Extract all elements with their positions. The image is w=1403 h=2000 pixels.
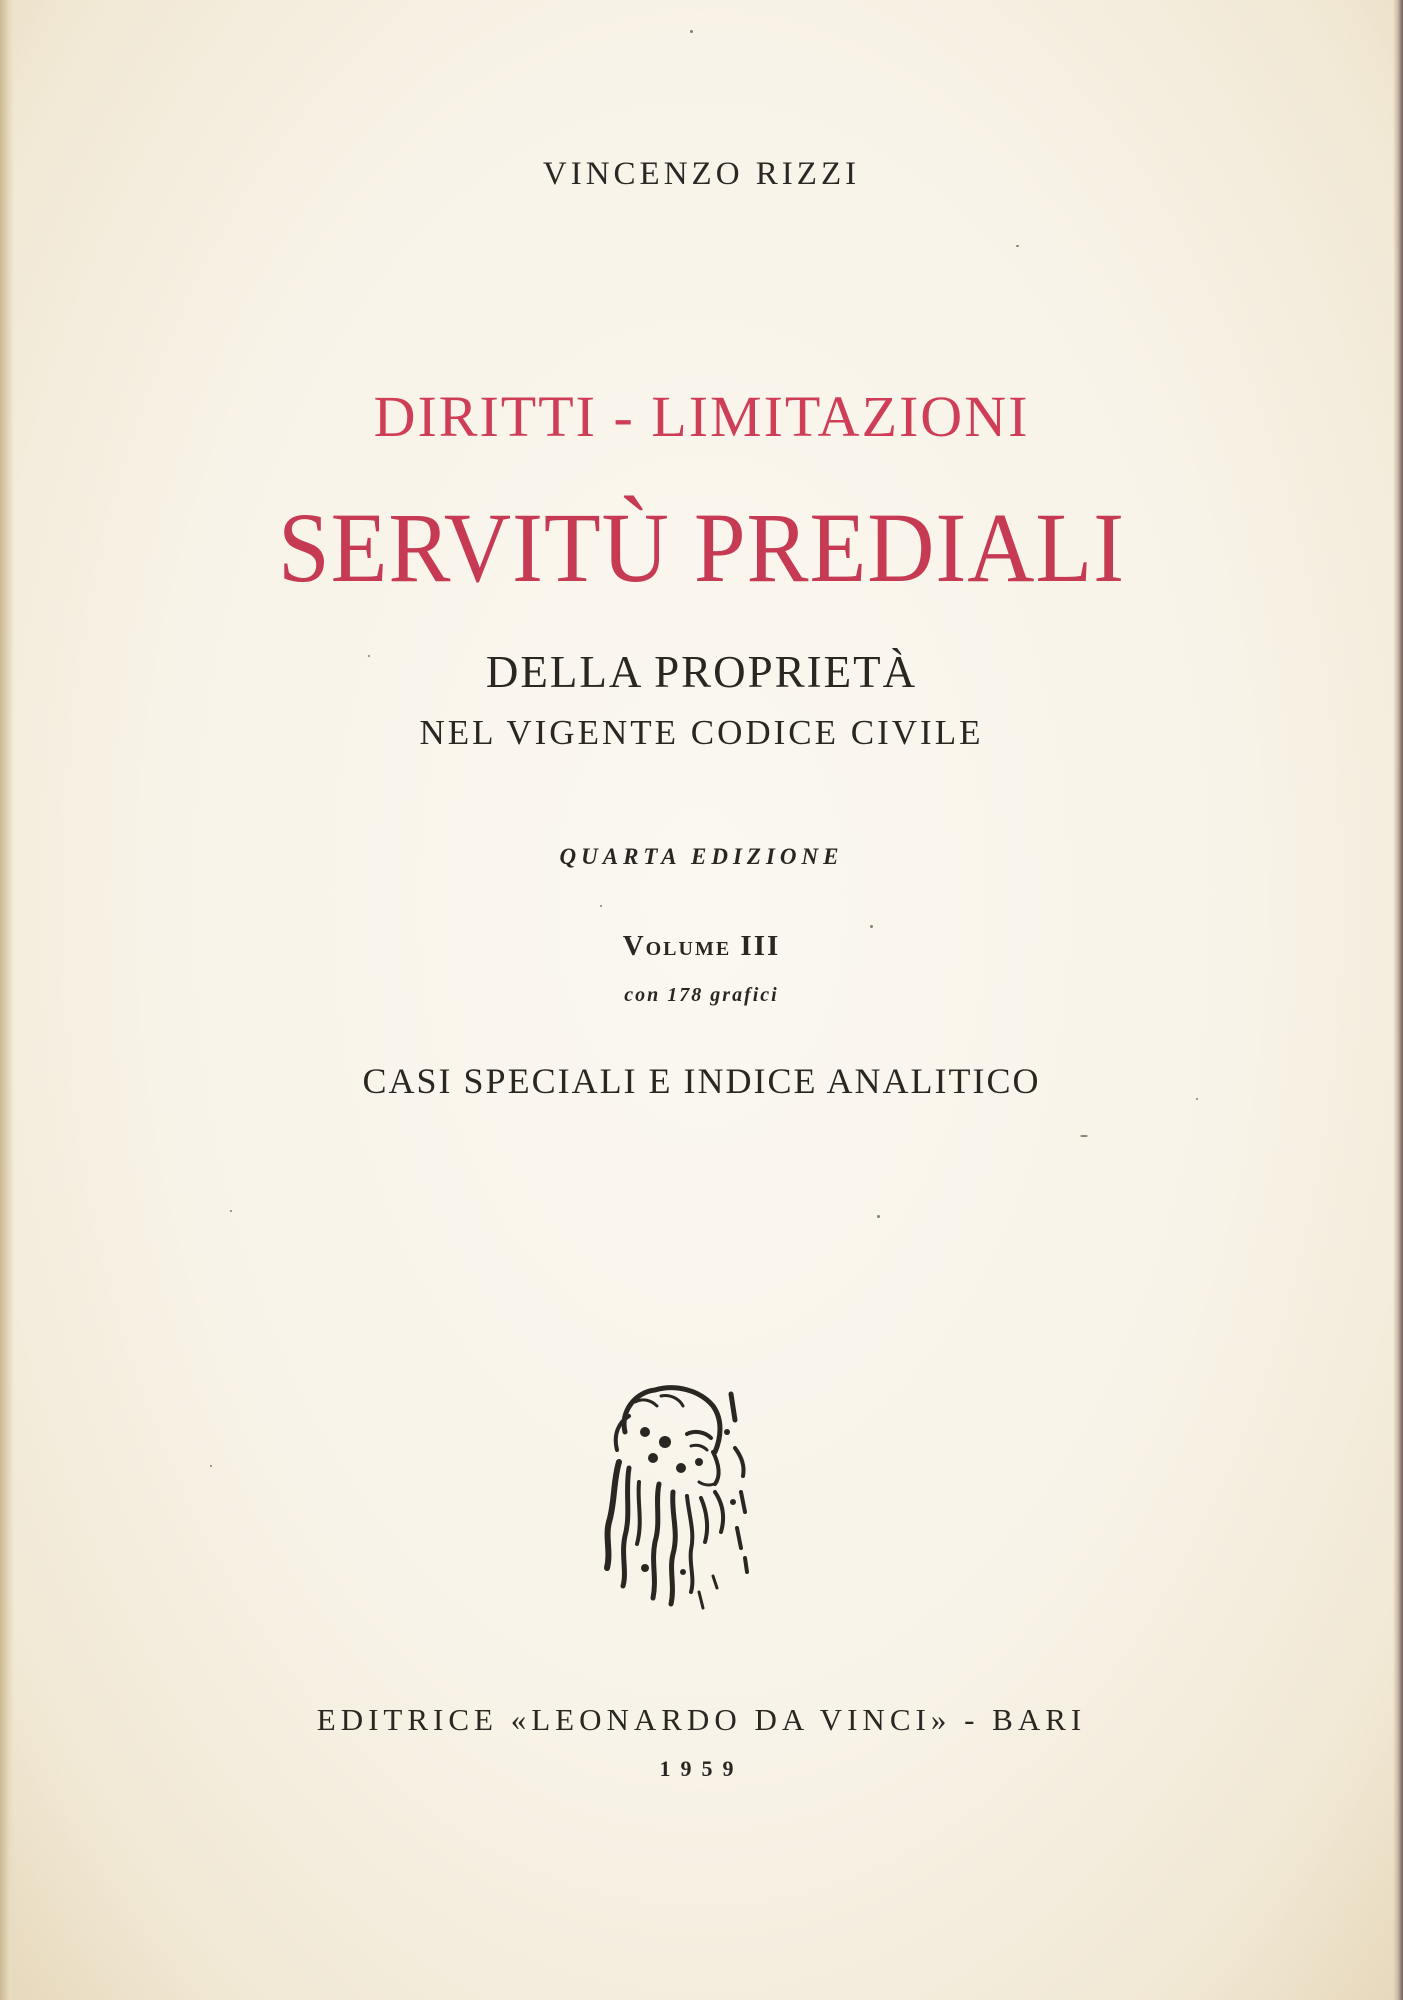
- volume-label: Volume III: [622, 930, 781, 962]
- publication-year: 1959: [659, 1756, 744, 1781]
- legal-context: NEL VIGENTE CODICE CIVILE: [419, 713, 984, 752]
- paper-speck: [870, 925, 873, 928]
- paper-speck: [877, 1215, 880, 1218]
- paper-speck: [368, 655, 370, 657]
- book-subtitle: DIRITTI - LIMITAZIONI: [373, 384, 1030, 449]
- book-title: SERVITÙ PREDIALI: [278, 492, 1125, 603]
- paper-speck: [230, 1210, 232, 1212]
- paper-speck: [690, 30, 693, 33]
- edition-label: QUARTA EDIZIONE: [559, 844, 844, 869]
- paper-speck: [1016, 245, 1019, 247]
- volume-subject: CASI SPECIALI E INDICE ANALITICO: [362, 1061, 1041, 1101]
- author-name: VINCENZO RIZZI: [542, 156, 861, 192]
- paper-speck: [600, 905, 602, 907]
- paper-speck: [210, 1465, 212, 1467]
- charts-note: con 178 grafici: [624, 984, 779, 1006]
- leonardo-portrait-logo-icon: [595, 1372, 767, 1612]
- publisher-imprint: EDITRICE «LEONARDO DA VINCI» - BARI: [316, 1702, 1087, 1737]
- paper-speck: [1196, 1098, 1198, 1100]
- title-continuation: DELLA PROPRIETÀ: [485, 647, 918, 697]
- paper-speck: [1080, 1135, 1088, 1137]
